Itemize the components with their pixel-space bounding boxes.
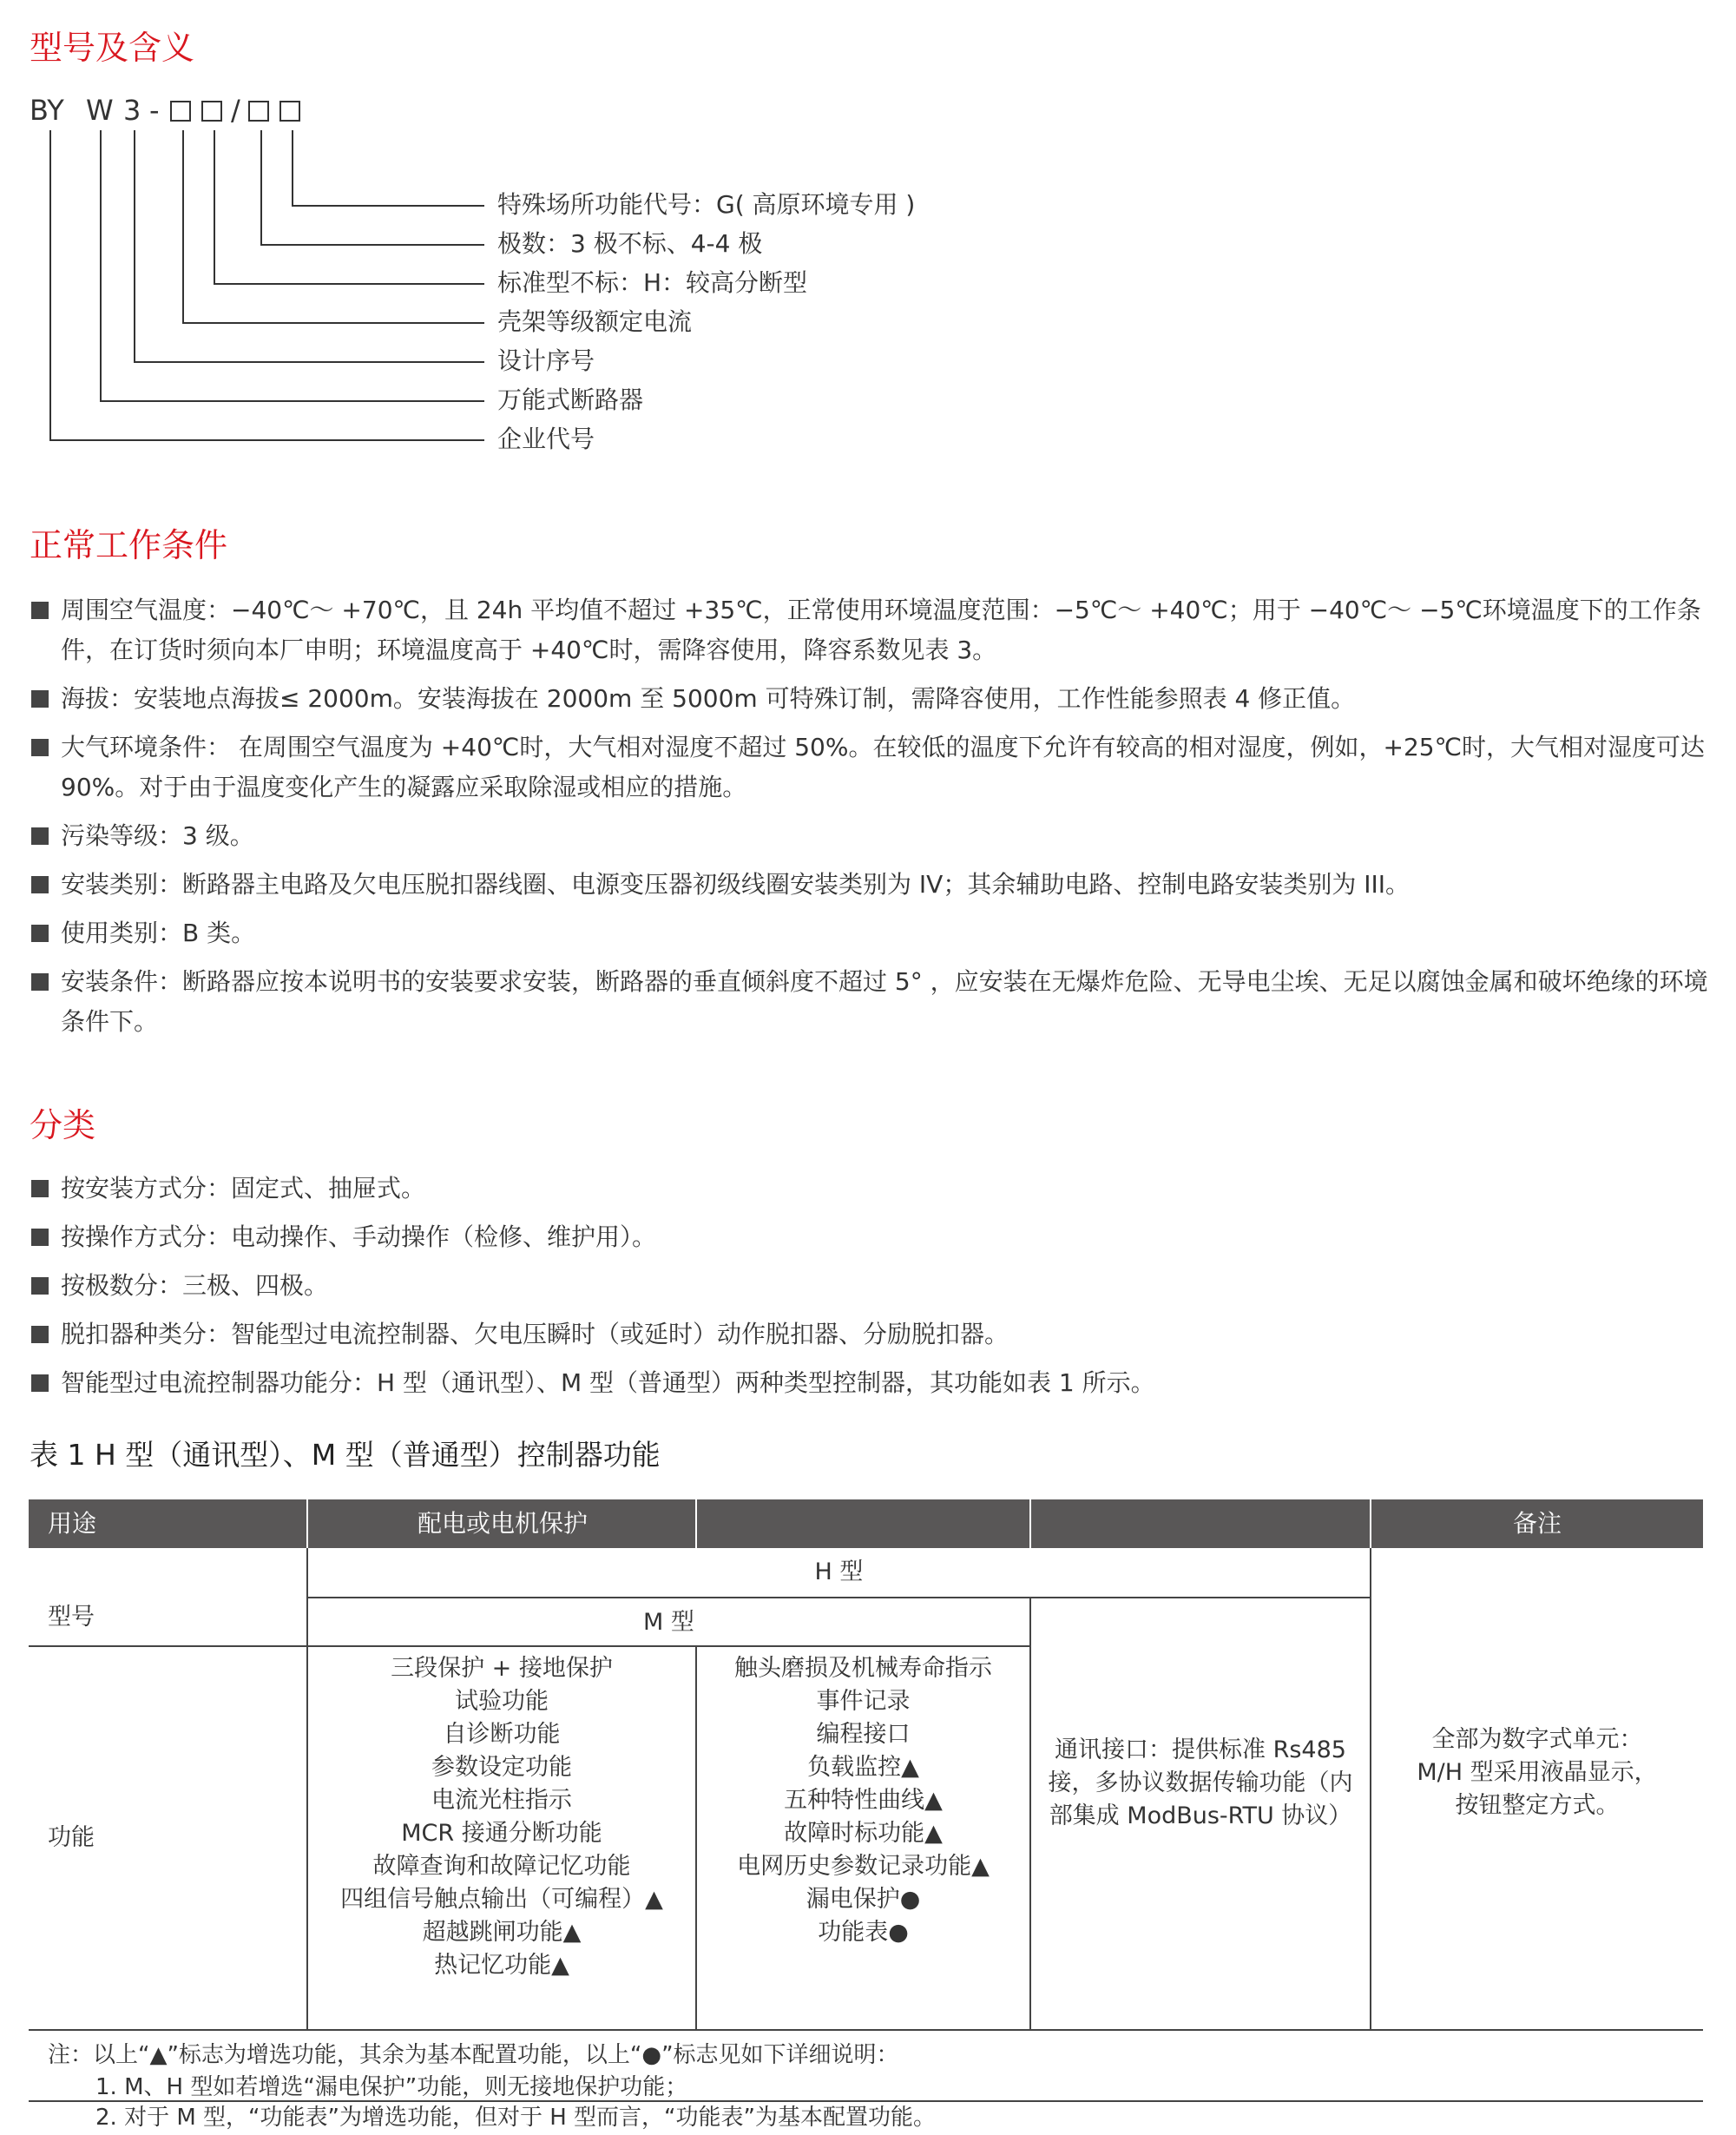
list-item: 脱扣器种类分：智能型过电流控制器、欠电压瞬时（或延时）动作脱扣器、分励脱扣器。 (30, 1315, 1713, 1354)
list-item: 功能表● (818, 1919, 909, 1946)
controller-function-table (29, 1499, 1703, 2101)
function-list-basic (308, 1652, 695, 1982)
header-remark: 备注 (1371, 1499, 1703, 1548)
remark-line: 按钮整定方式。 (1455, 1792, 1620, 1819)
list-item: 故障时标功能▲ (784, 1820, 943, 1847)
header-usage: 用途 (29, 1499, 306, 1548)
list-item: 参数设定功能 (431, 1754, 572, 1781)
function-list-extended (697, 1652, 1029, 1949)
section-title-model: 型号及含义 (30, 29, 195, 67)
comm-line: 接，多协议数据传输功能（内 (1048, 1769, 1353, 1796)
note-legend: 注：以上“▲”标志为增选功能，其余为基本配置功能，以上“●”标志见如下详细说明： (48, 2042, 899, 2068)
classification-list (30, 1169, 1713, 1412)
list-item: 电流光柱指示 (431, 1787, 572, 1814)
section-title-conditions: 正常工作条件 (30, 526, 228, 564)
h-type-label: H 型 (814, 1558, 864, 1585)
list-item: 按极数分：三极、四极。 (30, 1266, 1713, 1306)
legend-breaking-type: 标准型不标：H：较高分断型 (497, 268, 808, 297)
list-item: 试验功能 (455, 1688, 549, 1715)
comm-line: 部集成 ModBus-RTU 协议） (1049, 1802, 1352, 1829)
list-item: MCR 接通分断功能 (401, 1820, 602, 1847)
code-box-1 (170, 94, 191, 127)
row-function-label: 功能 (48, 1824, 95, 1851)
list-item: 海拔：安装地点海拔≤ 2000m。安装海拔在 2000m 至 5000m 可特殊订制，需降容使用，工作性能参照表 4 修正值。 (30, 679, 1713, 719)
list-item: 按操作方式分：电动操作、手动操作（检修、维护用）。 (30, 1217, 1713, 1257)
remark-line: M/H 型采用液晶显示， (1417, 1759, 1658, 1786)
list-item: 触头磨损及机械寿命指示 (734, 1655, 992, 1682)
header-protection: 配电或电机保护 (308, 1499, 697, 1548)
remark-cell (1371, 1723, 1703, 1822)
list-item: 污染等级：3 级。 (30, 816, 1713, 856)
code-box-3 (248, 94, 269, 127)
note-1: 1. M、H 型如若增选“漏电保护”功能，则无接地保护功能； (95, 2074, 688, 2100)
list-item: 热记忆功能▲ (434, 1952, 569, 1979)
conditions-list (30, 590, 1713, 1051)
list-item: 智能型过电流控制器功能分：H 型（通讯型）、M 型（普通型）两种类型控制器，其功能如表 1 所示。 (30, 1363, 1713, 1403)
list-item: 按安装方式分：固定式、抽屉式。 (30, 1169, 1713, 1209)
remark-line: 全部为数字式单元： (1431, 1726, 1643, 1753)
code-w: W (86, 94, 114, 127)
list-item: 大气环境条件： 在周围空气温度为 +40℃时，大气相对湿度不超过 50%。在较低的温度下允许有较高的相对湿度，例如，+25℃时，大气相对湿度可达 90%。对于由于温度变化产生的凝露应采取除湿或相应的措施。 (30, 728, 1713, 807)
table-title: 表 1 H 型（通讯型）、M 型（普通型）控制器功能 (30, 1438, 661, 1472)
code-box-4 (279, 94, 300, 127)
code-three: 3 (123, 94, 141, 127)
m-type-label: M 型 (643, 1609, 694, 1636)
list-item: 自诊断功能 (443, 1721, 561, 1748)
note-2: 2. 对于 M 型，“功能表”为增选功能，但对于 H 型而言，“功能表”为基本配置功能。 (95, 2105, 936, 2131)
list-item: 负载监控▲ (807, 1754, 919, 1781)
list-item: 超越跳闸功能▲ (422, 1919, 582, 1946)
list-item: 五种特性曲线▲ (784, 1787, 943, 1814)
code-box-2 (201, 94, 222, 127)
section-title-classification: 分类 (30, 1106, 96, 1144)
legend-frame-current: 壳架等级额定电流 (497, 307, 693, 336)
list-item: 编程接口 (816, 1721, 911, 1748)
list-item: 安装条件：断路器应按本说明书的安装要求安装，断路器的垂直倾斜度不超过 5° ，应安装在无爆炸危险、无导电尘埃、无足以腐蚀金属和破坏绝缘的环境条件下。 (30, 962, 1713, 1042)
list-item: 周围空气温度：−40℃～ +70℃，且 24h 平均值不超过 +35℃，正常使用环境温度范围：−5℃～ +40℃；用于 −40℃～ −5℃环境温度下的工作条件，在订货时须向本厂申明；环境温度高于 +40℃时，需降容使用，降容系数见表 3。 (30, 590, 1713, 670)
list-item: 故障查询和故障记忆功能 (372, 1853, 631, 1880)
comm-line: 通讯接口：提供标准 Rs485 (1055, 1736, 1346, 1763)
list-item: 电网历史参数记录功能▲ (737, 1853, 990, 1880)
legend-design-serial: 设计序号 (497, 346, 595, 375)
list-item: 三段保护 + 接地保护 (391, 1655, 613, 1682)
legend-enterprise-code: 企业代号 (497, 425, 595, 453)
code-slash: / (231, 94, 240, 127)
legend-acb: 万能式断路器 (497, 385, 644, 414)
row-model-label: 型号 (48, 1604, 95, 1631)
legend-poles: 极数：3 极不标、4-4 极 (497, 229, 763, 258)
list-item: 四组信号触点输出（可编程）▲ (340, 1886, 663, 1913)
code-dash: - (149, 94, 160, 127)
code-brand: BY (30, 94, 64, 127)
legend-special-function: 特殊场所功能代号：G( 高原环境专用 ) (497, 190, 916, 219)
list-item: 漏电保护● (806, 1886, 921, 1913)
list-item: 安装类别：断路器主电路及欠电压脱扣器线圈、电源变压器初级线圈安装类别为 IV；其余辅助电路、控制电路安装类别为 III。 (30, 865, 1713, 905)
list-item: 事件记录 (816, 1688, 911, 1715)
comm-interface-cell (1031, 1734, 1370, 1833)
list-item: 使用类别：B 类。 (30, 913, 1713, 953)
